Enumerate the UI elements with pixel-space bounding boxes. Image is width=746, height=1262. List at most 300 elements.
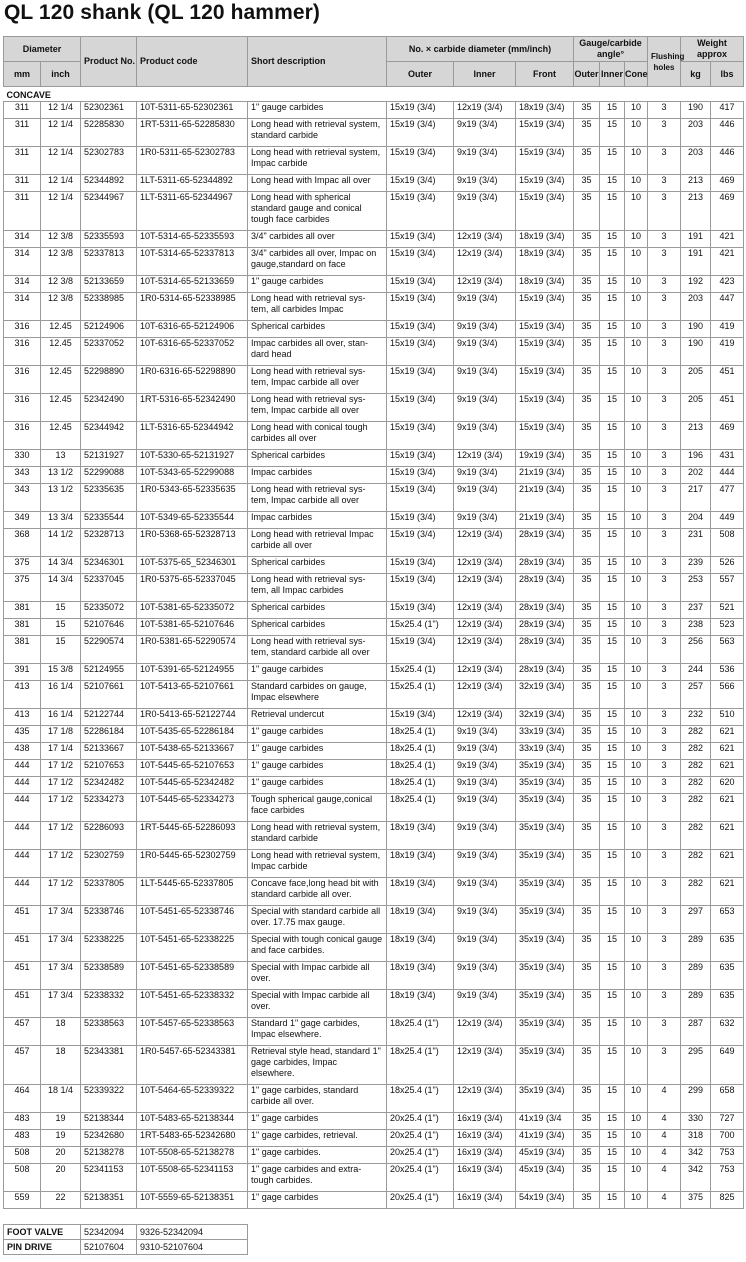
carbide-inner-cell: 9x19 (3/4) [454,512,516,529]
carbide-inner-cell: 12x19 (3/4) [454,709,516,726]
carbide-front-cell: 15x19 (3/4) [516,321,574,338]
gauge-cone-cell: 10 [625,366,648,394]
carbide-outer-cell: 15x25.4 (1") [387,619,454,636]
diameter-mm-cell: 435 [4,726,41,743]
table-row [4,743,744,760]
carbide-inner-cell: 12x19 (3/4) [454,636,516,664]
table-row [4,231,744,248]
gauge-inner-cell: 15 [600,450,625,467]
weight-kg-cell: 190 [681,338,711,366]
carbide-front-cell: 35x19 (3/4) [516,878,574,906]
carbide-outer-cell: 15x19 (3/4) [387,276,454,293]
carbide-front-cell: 41x19 (3/4) [516,1130,574,1147]
carbide-outer-cell: 18x25.4 (1) [387,743,454,760]
diameter-mm-cell: 483 [4,1113,41,1130]
table-row [4,681,744,709]
diameter-inch-cell: 14 3/4 [41,574,81,602]
flushing-holes-cell: 3 [648,934,681,962]
diameter-inch-cell: 17 1/2 [41,794,81,822]
diameter-mm-cell: 330 [4,450,41,467]
gauge-cone-cell: 10 [625,602,648,619]
gauge-inner-cell: 15 [600,990,625,1018]
flushing-holes-cell: 3 [648,192,681,231]
product-code-cell: 10T-5381-65-52335072 [137,602,248,619]
product-code-cell: 10T-5451-65-52338589 [137,962,248,990]
diameter-mm-cell: 444 [4,794,41,822]
flushing-holes-cell: 3 [648,664,681,681]
product-no-cell: 52342482 [81,777,137,794]
carbide-outer-cell: 15x19 (3/4) [387,231,454,248]
product-code-cell: 1R0-5311-65-52302783 [137,147,248,175]
product-no-cell: 52335072 [81,602,137,619]
weight-lbs-cell: 469 [711,422,744,450]
carbide-inner-cell: 9x19 (3/4) [454,990,516,1018]
gauge-cone-cell: 10 [625,147,648,175]
diameter-inch-cell: 17 1/2 [41,878,81,906]
gauge-outer-cell: 35 [574,557,600,574]
weight-lbs-cell: 421 [711,248,744,276]
gauge-inner-cell: 15 [600,794,625,822]
gauge-inner-cell: 15 [600,743,625,760]
product-code-cell: 10T-5451-65-52338332 [137,990,248,1018]
weight-kg-cell: 213 [681,175,711,192]
carbide-front-cell: 15x19 (3/4) [516,119,574,147]
diameter-mm-cell: 413 [4,709,41,726]
carbide-inner-cell: 9x19 (3/4) [454,934,516,962]
diameter-inch-cell: 12 3/8 [41,293,81,321]
weight-kg-cell: 289 [681,990,711,1018]
diameter-mm-cell: 444 [4,760,41,777]
carbide-inner-cell: 16x19 (3/4) [454,1113,516,1130]
product-no-cell: 52299088 [81,467,137,484]
carbide-front-cell: 15x19 (3/4) [516,175,574,192]
product-no-cell: 52290574 [81,636,137,664]
table-row [4,366,744,394]
flushing-holes-cell: 3 [648,743,681,760]
weight-lbs-cell: 469 [711,192,744,231]
product-code-cell: 1R0-5375-65-52337045 [137,574,248,602]
weight-lbs-cell: 446 [711,147,744,175]
weight-lbs-cell: 423 [711,276,744,293]
gauge-cone-cell: 10 [625,422,648,450]
accessory-table [3,1224,248,1255]
product-no-cell: 52122744 [81,709,137,726]
carbide-inner-cell: 9x19 (3/4) [454,726,516,743]
table-row [4,850,744,878]
flushing-holes-cell: 4 [648,1192,681,1209]
short-description-cell: 1" gauge carbides [248,726,387,743]
carbide-front-cell: 33x19 (3/4) [516,743,574,760]
table-row [4,777,744,794]
carbide-outer-cell: 15x19 (3/4) [387,602,454,619]
gauge-cone-cell: 10 [625,743,648,760]
gauge-outer-cell: 35 [574,636,600,664]
diameter-inch-cell: 15 [41,636,81,664]
carbide-outer-cell: 15x19 (3/4) [387,147,454,175]
carbide-outer-cell: 15x19 (3/4) [387,119,454,147]
flushing-holes-cell: 3 [648,1018,681,1046]
short-description-cell: 1" gage carbides [248,1192,387,1209]
carbide-front-cell: 45x19 (3/4) [516,1147,574,1164]
gauge-cone-cell: 10 [625,512,648,529]
diameter-inch-cell: 12.45 [41,338,81,366]
weight-kg-cell: 282 [681,726,711,743]
product-no-cell: 52285830 [81,119,137,147]
short-description-cell: Long head with retrieval sys-tem, standard carbide all over [248,636,387,664]
carbide-front-cell: 21x19 (3/4) [516,512,574,529]
flushing-holes-cell: 4 [648,1130,681,1147]
gauge-inner-cell: 15 [600,1018,625,1046]
carbide-inner-cell: 9x19 (3/4) [454,147,516,175]
carbide-outer-cell: 15x25.4 (1) [387,681,454,709]
carbide-outer-cell: 15x19 (3/4) [387,192,454,231]
carbide-inner-cell: 9x19 (3/4) [454,850,516,878]
gauge-inner-cell: 15 [600,484,625,512]
diameter-inch-cell: 12 3/8 [41,276,81,293]
gauge-outer-cell: 35 [574,276,600,293]
short-description-cell: Concave face,long head bit with standard carbide all over. [248,878,387,906]
weight-kg-cell: 289 [681,962,711,990]
short-description-cell: Spherical carbides [248,619,387,636]
diameter-inch-cell: 17 3/4 [41,934,81,962]
gauge-outer-cell: 35 [574,321,600,338]
flushing-holes-cell: 3 [648,906,681,934]
product-no-cell: 52302759 [81,850,137,878]
table-row [4,822,744,850]
carbide-front-cell: 35x19 (3/4) [516,850,574,878]
flushing-holes-cell: 3 [648,338,681,366]
gauge-inner-cell: 15 [600,557,625,574]
diameter-inch-cell: 17 3/4 [41,906,81,934]
accessory-product-no: 52107604 [81,1240,137,1255]
weight-lbs-cell: 521 [711,602,744,619]
flushing-holes-cell: 3 [648,574,681,602]
product-no-cell: 52338563 [81,1018,137,1046]
table-row [4,1018,744,1046]
product-code-cell: 1R0-5457-65-52343381 [137,1046,248,1085]
gauge-outer-cell: 35 [574,467,600,484]
gauge-cone-cell: 10 [625,878,648,906]
product-code-cell: 10T-5435-65-52286184 [137,726,248,743]
carbide-outer-cell: 18x19 (3/4) [387,878,454,906]
flushing-holes-cell: 3 [648,366,681,394]
table-row [4,467,744,484]
table-row [4,147,744,175]
diameter-mm-cell: 311 [4,102,41,119]
gauge-outer-cell: 35 [574,1130,600,1147]
carbide-outer-cell: 15x19 (3/4) [387,709,454,726]
diameter-mm-cell: 391 [4,664,41,681]
gauge-cone-cell: 10 [625,990,648,1018]
product-no-cell: 52341153 [81,1164,137,1192]
carbide-inner-cell: 9x19 (3/4) [454,293,516,321]
gauge-inner-cell: 15 [600,147,625,175]
diameter-mm-cell: 451 [4,962,41,990]
flushing-holes-cell: 3 [648,850,681,878]
product-no-cell: 52337813 [81,248,137,276]
carbide-outer-cell: 18x19 (3/4) [387,906,454,934]
diameter-mm-cell: 381 [4,602,41,619]
table-row [4,394,744,422]
carbide-inner-cell: 16x19 (3/4) [454,1164,516,1192]
weight-kg-cell: 203 [681,119,711,147]
carbide-outer-cell: 18x19 (3/4) [387,822,454,850]
table-row [4,1113,744,1130]
outer-header: Outer [387,62,454,87]
weight-kg-cell: 238 [681,619,711,636]
table-row [4,175,744,192]
weight-lbs-cell: 635 [711,962,744,990]
diameter-mm-cell: 311 [4,147,41,175]
weight-lbs-cell: 526 [711,557,744,574]
weight-kg-cell: 205 [681,394,711,422]
gauge-inner-header: Inner [600,62,625,87]
short-description-cell: 1" gage carbides. [248,1147,387,1164]
carbide-front-cell: 35x19 (3/4) [516,777,574,794]
weight-lbs-cell: 444 [711,467,744,484]
gauge-inner-cell: 15 [600,175,625,192]
carbide-front-cell: 15x19 (3/4) [516,394,574,422]
carbide-front-cell: 15x19 (3/4) [516,338,574,366]
carbide-inner-cell: 9x19 (3/4) [454,743,516,760]
carbide-outer-cell: 20x25.4 (1") [387,1164,454,1192]
product-code-cell: 10T-5483-65-52138344 [137,1113,248,1130]
mm-header: mm [4,62,41,87]
page-title: QL 120 shank (QL 120 hammer) [4,1,320,24]
gauge-cone-cell: 10 [625,1164,648,1192]
table-row [4,726,744,743]
diameter-header: Diameter [4,37,81,62]
weight-lbs-cell: 536 [711,664,744,681]
kg-header: kg [681,62,711,87]
gauge-cone-cell: 10 [625,619,648,636]
weight-kg-cell: 282 [681,760,711,777]
product-code-cell: 10T-5508-65-52138278 [137,1147,248,1164]
product-no-cell: 52342490 [81,394,137,422]
short-description-cell: Impac carbides [248,512,387,529]
carbide-header: No. × carbide diameter (mm/inch) [387,37,574,62]
carbide-inner-cell: 12x19 (3/4) [454,602,516,619]
product-code-cell: 10T-5413-65-52107661 [137,681,248,709]
carbide-outer-cell: 20x25.4 (1") [387,1130,454,1147]
carbide-outer-cell: 18x25.4 (1") [387,1085,454,1113]
table-row [4,321,744,338]
carbide-outer-cell: 15x19 (3/4) [387,574,454,602]
short-description-cell: Impac carbides [248,467,387,484]
diameter-mm-cell: 316 [4,338,41,366]
weight-kg-cell: 231 [681,529,711,557]
gauge-inner-cell: 15 [600,338,625,366]
weight-lbs-cell: 700 [711,1130,744,1147]
weight-lbs-cell: 727 [711,1113,744,1130]
diameter-inch-cell: 17 1/2 [41,760,81,777]
gauge-outer-cell: 35 [574,147,600,175]
carbide-front-cell: 28x19 (3/4) [516,529,574,557]
product-code-cell: 10T-5314-65-52335593 [137,231,248,248]
table-row [4,529,744,557]
carbide-front-cell: 41x19 (3/4 [516,1113,574,1130]
weight-lbs-cell: 447 [711,293,744,321]
diameter-inch-cell: 20 [41,1164,81,1192]
accessory-label: PIN DRIVE [4,1240,81,1255]
gauge-outer-cell: 35 [574,1018,600,1046]
gauge-cone-cell: 10 [625,276,648,293]
carbide-front-cell: 32x19 (3/4) [516,709,574,726]
table-row [4,990,744,1018]
gauge-outer-cell: 35 [574,1192,600,1209]
carbide-inner-cell: 9x19 (3/4) [454,760,516,777]
product-no-cell: 52138278 [81,1147,137,1164]
gauge-outer-cell: 35 [574,681,600,709]
gauge-outer-cell: 35 [574,1147,600,1164]
table-row [4,192,744,231]
gauge-outer-cell: 35 [574,338,600,366]
product-no-cell: 52131927 [81,450,137,467]
carbide-outer-cell: 15x19 (3/4) [387,467,454,484]
gauge-cone-cell: 10 [625,175,648,192]
diameter-mm-cell: 508 [4,1164,41,1192]
carbide-outer-cell: 15x19 (3/4) [387,557,454,574]
gauge-inner-cell: 15 [600,664,625,681]
carbide-outer-cell: 18x25.4 (1) [387,760,454,777]
weight-lbs-cell: 649 [711,1046,744,1085]
short-description-cell: Long head with retrieval system, standard carbide [248,119,387,147]
carbide-inner-cell: 9x19 (3/4) [454,906,516,934]
diameter-inch-cell: 13 [41,450,81,467]
gauge-outer-cell: 35 [574,664,600,681]
gauge-outer-cell: 35 [574,529,600,557]
weight-kg-cell: 205 [681,366,711,394]
weight-kg-cell: 282 [681,822,711,850]
gauge-cone-cell: 10 [625,557,648,574]
short-description-cell: Long head with retrieval Impac carbide all over [248,529,387,557]
flushing-holes-cell: 3 [648,990,681,1018]
gauge-cone-cell: 10 [625,850,648,878]
diameter-mm-cell: 314 [4,231,41,248]
product-no-cell: 52337052 [81,338,137,366]
gauge-outer-cell: 35 [574,484,600,512]
product-code-cell: 10T-5343-65-52299088 [137,467,248,484]
gauge-inner-cell: 15 [600,636,625,664]
gauge-cone-cell: 10 [625,962,648,990]
gauge-outer-cell: 35 [574,102,600,119]
gauge-outer-cell: 35 [574,962,600,990]
weight-lbs-cell: 421 [711,231,744,248]
short-description-header: Short description [248,37,387,87]
product-code-cell: 10T-5381-65-52107646 [137,619,248,636]
weight-lbs-cell: 620 [711,777,744,794]
carbide-inner-cell: 9x19 (3/4) [454,422,516,450]
gauge-outer-cell: 35 [574,1113,600,1130]
diameter-inch-cell: 12 1/4 [41,175,81,192]
gauge-outer-cell: 35 [574,726,600,743]
gauge-inner-cell: 15 [600,934,625,962]
diameter-mm-cell: 311 [4,175,41,192]
diameter-mm-cell: 375 [4,557,41,574]
carbide-front-cell: 15x19 (3/4) [516,192,574,231]
product-no-header: Product No. [81,37,137,87]
weight-kg-cell: 237 [681,602,711,619]
product-code-cell: 10T-5451-65-52338746 [137,906,248,934]
product-code-cell: 10T-6316-65-52124906 [137,321,248,338]
short-description-cell: Spherical carbides [248,450,387,467]
gauge-inner-cell: 15 [600,1046,625,1085]
gauge-inner-cell: 15 [600,1164,625,1192]
diameter-inch-cell: 15 [41,619,81,636]
carbide-front-cell: 28x19 (3/4) [516,664,574,681]
product-code-cell: 1R0-5381-65-52290574 [137,636,248,664]
flushing-holes-cell: 3 [648,529,681,557]
flushing-holes-cell: 3 [648,422,681,450]
carbide-outer-cell: 15x19 (3/4) [387,338,454,366]
table-row [4,422,744,450]
diameter-inch-cell: 12 1/4 [41,102,81,119]
product-no-cell: 52344892 [81,175,137,192]
diameter-inch-cell: 17 1/2 [41,777,81,794]
product-code-header: Product code [137,37,248,87]
carbide-inner-cell: 9x19 (3/4) [454,394,516,422]
carbide-inner-cell: 12x19 (3/4) [454,681,516,709]
flushing-holes-cell: 3 [648,619,681,636]
weight-kg-cell: 256 [681,636,711,664]
gauge-cone-cell: 10 [625,231,648,248]
carbide-outer-cell: 18x19 (3/4) [387,934,454,962]
gauge-inner-cell: 15 [600,602,625,619]
flushing-holes-cell: 3 [648,822,681,850]
product-code-cell: 10T-5391-65-52124955 [137,664,248,681]
flushing-holes-cell: 3 [648,450,681,467]
flushing-holes-cell: 4 [648,1147,681,1164]
gauge-cone-cell: 10 [625,529,648,557]
carbide-inner-cell: 9x19 (3/4) [454,822,516,850]
carbide-front-cell: 35x19 (3/4) [516,934,574,962]
short-description-cell: Long head with Impac all over [248,175,387,192]
weight-lbs-cell: 658 [711,1085,744,1113]
diameter-inch-cell: 17 1/4 [41,743,81,760]
weight-kg-cell: 202 [681,467,711,484]
diameter-mm-cell: 457 [4,1018,41,1046]
short-description-cell: Long head with conical tough carbides all over [248,422,387,450]
gauge-inner-cell: 15 [600,850,625,878]
gauge-outer-cell: 35 [574,934,600,962]
short-description-cell: Special with tough conical gauge and face carbides. [248,934,387,962]
gauge-cone-cell: 10 [625,709,648,726]
product-no-cell: 52124906 [81,321,137,338]
carbide-outer-cell: 15x19 (3/4) [387,529,454,557]
weight-kg-cell: 330 [681,1113,711,1130]
gauge-outer-cell: 35 [574,794,600,822]
carbide-front-cell: 21x19 (3/4) [516,467,574,484]
diameter-inch-cell: 12.45 [41,422,81,450]
product-code-cell: 10T-5559-65-52138351 [137,1192,248,1209]
carbide-inner-cell: 9x19 (3/4) [454,794,516,822]
weight-kg-cell: 192 [681,276,711,293]
weight-kg-cell: 375 [681,1192,711,1209]
diameter-mm-cell: 316 [4,321,41,338]
carbide-front-cell: 18x19 (3/4) [516,231,574,248]
weight-lbs-cell: 566 [711,681,744,709]
product-no-cell: 52328713 [81,529,137,557]
short-description-cell: Special with Impac carbide all over. [248,962,387,990]
weight-lbs-cell: 621 [711,743,744,760]
carbide-front-cell: 18x19 (3/4) [516,248,574,276]
flushing-holes-cell: 3 [648,681,681,709]
table-row [4,276,744,293]
flushing-holes-cell: 3 [648,175,681,192]
carbide-inner-cell: 12x19 (3/4) [454,276,516,293]
weight-lbs-cell: 557 [711,574,744,602]
product-code-cell: 10T-5438-65-52133667 [137,743,248,760]
